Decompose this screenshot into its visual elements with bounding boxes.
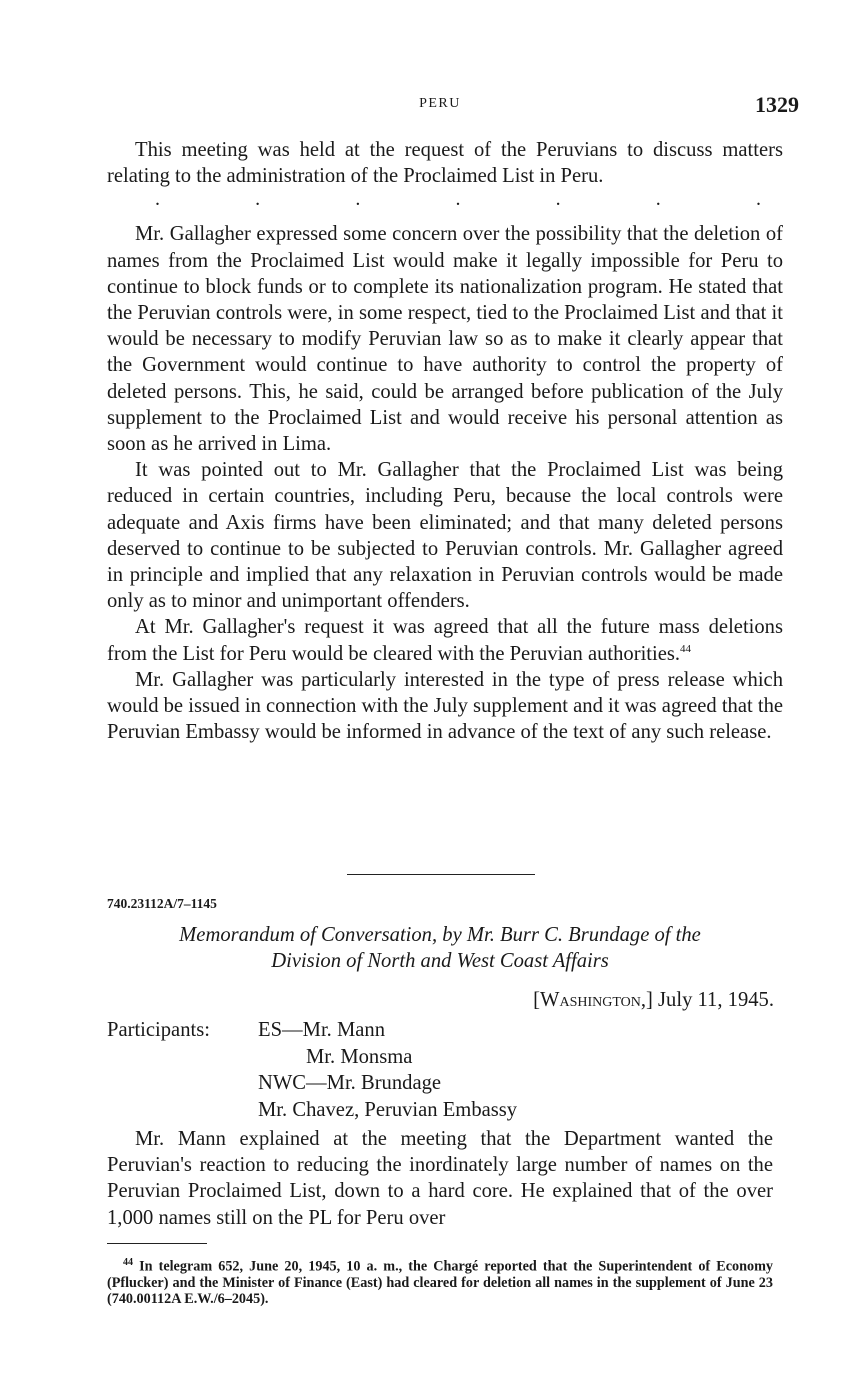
file-number: 740.23112A/7–1145 xyxy=(107,896,217,911)
paragraph-mann-explained: Mr. Mann explained at the meeting that the Department wanted the Peruvian's reaction to reducing the inordinately large number of names on the Peruvian Proclaimed List, down to a hard core. He explained that of the over 1,000 names still on the PL for Peru over xyxy=(107,1128,773,1229)
memo-title xyxy=(107,922,773,974)
paragraph-mass-deletions xyxy=(107,614,783,666)
footnote-reference[interactable]: 44 xyxy=(680,642,692,655)
paragraph-pointed-out: It was pointed out to Mr. Gallagher that the Proclaimed List was being reduced in certain countries, including Peru, because the local controls were adequate and Axis firms have been eliminated; and that many deleted persons deserved to continue to be subjected to Peruvian controls. Mr. Gallagher agreed in principle and implied that any relaxation in Peruvian controls would be made only as to minor and unimportant offenders. xyxy=(107,459,783,613)
ellipsis-dot: . xyxy=(355,188,361,211)
section-1-body xyxy=(107,137,783,745)
dateline-place: [Washington,] xyxy=(533,989,653,1011)
ellipsis-dot: . xyxy=(755,188,761,211)
participant-item: NWC—Mr. Brundage xyxy=(258,1072,442,1094)
footnote-rule xyxy=(107,1243,207,1244)
footnote-mark: 44 xyxy=(123,1257,133,1268)
participant-item: Mr. Chavez, Peruvian Embassy xyxy=(258,1098,518,1121)
ellipsis-dot: . xyxy=(155,188,160,211)
dateline xyxy=(533,989,774,1012)
dateline-date: July 11, 1945. xyxy=(658,989,774,1011)
ellipsis-dot: . xyxy=(555,188,561,211)
ellipsis-dot: . xyxy=(655,188,661,211)
intro-paragraph: This meeting was held at the request of the Peruvians to discuss matters relating to the administration of the Proclaimed List in Peru. xyxy=(107,139,783,188)
footnote xyxy=(107,1255,773,1307)
running-head-title: PERU xyxy=(419,96,461,111)
page-number: 1329 xyxy=(755,92,799,117)
section-divider xyxy=(347,874,535,875)
memo-title-line-2: Division of North and West Coast Affairs xyxy=(271,950,609,972)
ellipsis-dot: . xyxy=(255,188,261,211)
section-2-body xyxy=(107,1126,773,1231)
footnote-text: In telegram 652, June 20, 1945, 10 a. m., the Chargé reported that the Superintendent of Economy (Pflucker) and the Minister of Finance (East) had cleared for deletion all names in the supplement of June 23 (740.00112A E.W./6–2045). xyxy=(107,1258,773,1307)
ellipsis-dot: . xyxy=(455,188,461,211)
memo-title-line-1: Memorandum of Conversation, by Mr. Burr C. Brundage of the xyxy=(179,924,701,946)
paragraph-mass-deletions-text: At Mr. Gallagher's request it was agreed that all the future mass deletions from the List for Peru would be cleared with the Peruvian authorities. xyxy=(107,616,783,665)
running-head xyxy=(0,92,859,122)
participants-label: Participants: xyxy=(107,1019,210,1041)
participant-item: ES—Mr. Mann xyxy=(258,1019,386,1041)
ellipsis-row xyxy=(107,189,783,215)
participant-item: Mr. Monsma xyxy=(306,1045,413,1068)
paragraph-gallagher-concern: Mr. Gallagher expressed some concern over the possibility that the deletion of names from the Proclaimed List would make it legally impossible for Peru to continue to block funds or to complete its nationalization program. He stated that the Peruvian controls were, in some respect, tied to the Proclaimed List and that it would be necessary to modify Peruvian law so as to make it clearly appear that the Government would continue to have authority to control the property of deleted persons. This, he said, could be arranged before publication of the July supplement to the Proclaimed List and would receive his personal attention as soon as he arrived in Lima. xyxy=(107,223,783,456)
paragraph-press-release: Mr. Gallagher was particularly interested in the type of press release which would be issued in connection with the July supplement and it was agreed that the Peruvian Embassy would be informed in advance of the text of any such release. xyxy=(107,668,784,744)
